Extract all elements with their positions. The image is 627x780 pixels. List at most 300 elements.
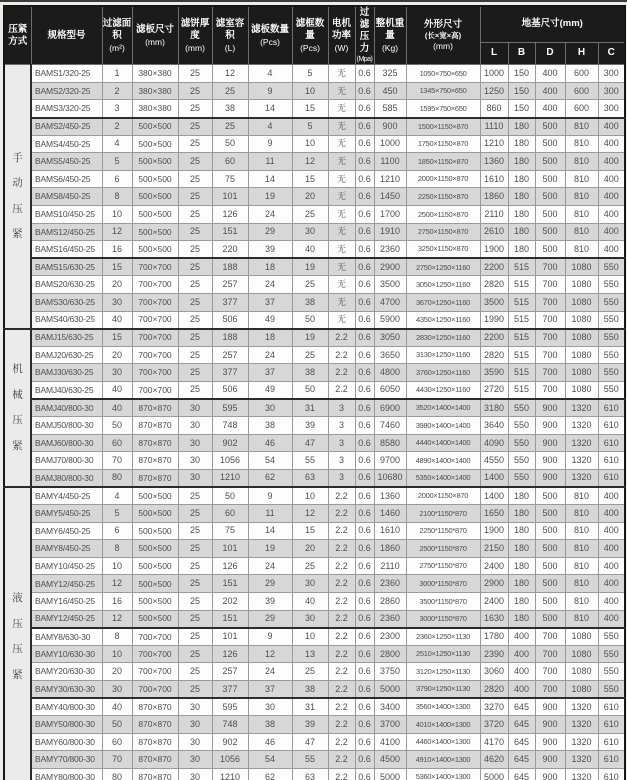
data-cell: 9 [248,487,292,505]
data-cell: 180 [508,170,535,188]
data-cell: 1850×1150×870 [406,153,480,171]
data-cell: 1610 [374,522,406,540]
data-cell: 3790×1250×1130 [406,681,480,699]
data-cell: 0.6 [355,469,374,487]
data-cell: 4550 [480,452,508,470]
data-cell: 2000×1150×870 [406,487,480,505]
data-cell: 101 [212,540,248,558]
data-cell: 19 [248,188,292,206]
data-cell: 810 [565,206,598,224]
table-row [4,505,625,523]
data-cell: 500×500 [132,118,178,136]
data-cell: 2390 [480,645,508,663]
data-cell: 2360 [374,241,406,259]
data-cell: 902 [212,733,248,751]
data-cell: 1080 [565,329,598,347]
model-cell: BAMY12/450-25 [31,610,102,628]
data-cell: 550 [598,663,625,681]
data-cell: 0.6 [355,346,374,364]
data-cell: 500×500 [132,188,178,206]
data-cell: 10 [292,487,328,505]
data-cell: 0.6 [355,258,374,276]
data-cell: 300 [598,82,625,100]
data-cell: 6 [102,522,132,540]
data-cell: 180 [508,241,535,259]
data-cell: 0.6 [355,769,374,780]
data-cell: 18 [248,329,292,347]
data-cell: 25 [178,223,212,241]
data-cell: 0.6 [355,223,374,241]
data-cell: 0.6 [355,293,374,311]
data-cell: 9 [248,628,292,646]
data-cell: 37 [248,364,292,382]
data-cell: 500×500 [132,610,178,628]
model-cell: BAMJ30/630-25 [31,364,102,382]
data-cell: 3060 [480,663,508,681]
data-cell: 25 [212,82,248,100]
data-cell: 500 [535,593,565,611]
data-cell: 810 [565,557,598,575]
data-cell: 2.2 [328,698,355,716]
data-cell: 2.2 [328,557,355,575]
model-cell: BAMS4/450-25 [31,135,102,153]
data-cell: 1345×750×650 [406,82,480,100]
data-cell: 810 [565,153,598,171]
data-cell: 30 [178,469,212,487]
table-row [4,311,625,329]
header-filter-area: 过滤面积 (m²) [102,6,132,65]
data-cell: 60 [102,733,132,751]
data-cell: 377 [212,364,248,382]
data-cell: 700×700 [132,364,178,382]
data-cell: 550 [508,469,535,487]
header-chamber-volume: 滤室容积 (L) [212,6,248,65]
data-cell: 151 [212,575,248,593]
data-cell: 39 [292,417,328,435]
data-cell: 400 [598,540,625,558]
press-mode-vertical-text: 手 动 压 紧 [12,151,23,241]
data-cell: 2.2 [328,681,355,699]
data-cell: 3000*1150*870 [406,575,480,593]
model-cell: BAMJ60/800-30 [31,434,102,452]
table-row [4,557,625,575]
data-cell: 151 [212,610,248,628]
data-cell: 3700 [374,716,406,734]
data-cell: 500×500 [132,241,178,259]
data-cell: 25 [178,206,212,224]
data-cell: 3130×1250×1160 [406,346,480,364]
data-cell: 400 [598,610,625,628]
data-cell: 500 [535,540,565,558]
data-cell: 5 [102,505,132,523]
data-cell: 11 [248,153,292,171]
data-cell: 645 [508,698,535,716]
data-cell: 3 [328,469,355,487]
data-cell: 30 [178,434,212,452]
data-cell: 3520×1400×1400 [406,399,480,417]
data-cell: 500 [535,188,565,206]
data-cell: 3760×1250×1160 [406,364,480,382]
data-cell: 25 [212,118,248,136]
table-row [4,118,625,136]
data-cell: 12 [102,610,132,628]
data-cell: 902 [212,434,248,452]
data-cell: 31 [292,399,328,417]
data-cell: 400 [598,223,625,241]
data-cell: 1500×1150×870 [406,118,480,136]
data-cell: 37 [248,293,292,311]
data-cell: 377 [212,681,248,699]
data-cell: 9 [248,135,292,153]
table-row [4,575,625,593]
data-cell: 150 [508,82,535,100]
data-cell: 810 [565,188,598,206]
data-cell: 1250 [480,82,508,100]
data-cell: 870×870 [132,751,178,769]
data-cell: 700×700 [132,276,178,294]
data-cell: 2360 [374,575,406,593]
data-cell: 1900 [480,522,508,540]
table-row [4,610,625,628]
data-cell: 1650 [480,505,508,523]
data-cell: 500×500 [132,522,178,540]
data-cell: 870×870 [132,698,178,716]
data-cell: 2 [102,82,132,100]
data-cell: 0.6 [355,716,374,734]
data-cell: 500 [535,557,565,575]
data-cell: 46 [248,733,292,751]
data-cell: 0.6 [355,733,374,751]
data-cell: 900 [535,417,565,435]
data-cell: 180 [508,557,535,575]
data-cell: 3 [328,452,355,470]
data-cell: 4090 [480,434,508,452]
table-row [4,417,625,435]
data-cell: 31 [292,698,328,716]
data-cell: 595 [212,399,248,417]
data-cell: 40 [292,241,328,259]
data-cell: 10 [292,135,328,153]
model-cell: BAMS20/630-25 [31,276,102,294]
header-plate-qty: 滤板数量 (Pcs) [248,6,292,65]
data-cell: 500 [535,487,565,505]
data-cell: 2.2 [328,540,355,558]
data-cell: 810 [565,223,598,241]
data-cell: 1 [102,65,132,83]
table-row [4,206,625,224]
data-cell: 24 [248,663,292,681]
data-cell: 11 [248,505,292,523]
data-cell: 1210 [480,135,508,153]
data-cell: 550 [508,399,535,417]
data-cell: 202 [212,593,248,611]
data-cell: 870×870 [132,434,178,452]
data-cell: 25 [178,381,212,399]
data-cell: 3500*1150*870 [406,593,480,611]
data-cell: 12 [212,65,248,83]
data-cell: 0.6 [355,206,374,224]
data-cell: 700 [535,645,565,663]
table-row [4,258,625,276]
data-cell: 188 [212,258,248,276]
data-cell: 810 [565,170,598,188]
data-cell: 748 [212,417,248,435]
table-row [4,733,625,751]
data-cell: 0.6 [355,399,374,417]
data-cell: 500 [535,505,565,523]
data-cell: 400 [598,206,625,224]
data-cell: 700 [535,293,565,311]
data-cell: 1210 [212,769,248,780]
data-cell: 1910 [374,223,406,241]
data-cell: 2400 [480,593,508,611]
data-cell: 870×870 [132,417,178,435]
data-cell: 595 [212,698,248,716]
data-cell: 50 [102,716,132,734]
press-mode-group-label [4,65,31,329]
model-cell: BAMS3/320-25 [31,100,102,118]
data-cell: 25 [178,188,212,206]
data-cell: 500 [535,170,565,188]
data-cell: 2610 [480,223,508,241]
data-cell: 515 [508,311,535,329]
data-cell: 810 [565,575,598,593]
data-cell: 25 [178,593,212,611]
data-cell: 0.6 [355,329,374,347]
data-cell: 1630 [480,610,508,628]
table-row [4,434,625,452]
header-foundation-C: C [598,42,625,64]
data-cell: 400 [508,628,535,646]
table-row [4,223,625,241]
data-cell: 500 [535,118,565,136]
data-cell: 2.2 [328,733,355,751]
data-cell: 1400 [480,469,508,487]
model-cell: BAMS8/450-25 [31,188,102,206]
data-cell: 0.6 [355,100,374,118]
data-cell: 40 [102,311,132,329]
data-cell: 180 [508,153,535,171]
data-cell: 870×870 [132,769,178,780]
data-cell: 6900 [374,399,406,417]
model-cell: BAMY8/450-25 [31,540,102,558]
data-cell: 0.6 [355,65,374,83]
data-cell: 0.6 [355,663,374,681]
data-cell: 80 [102,469,132,487]
header-machine-weight: 整机重量 (Kg) [374,6,406,65]
table-row [4,82,625,100]
data-cell: 810 [565,593,598,611]
data-cell: 10 [292,628,328,646]
data-cell: 2820 [480,276,508,294]
data-cell: 1595×750×650 [406,100,480,118]
data-cell: 400 [598,135,625,153]
data-cell: 1210 [212,469,248,487]
data-cell: 0.6 [355,505,374,523]
data-cell: 400 [535,100,565,118]
data-cell: 0.6 [355,645,374,663]
data-cell: 25 [292,276,328,294]
model-cell: BAMY50/800-30 [31,716,102,734]
data-cell: 2.2 [328,610,355,628]
data-cell: 0.6 [355,698,374,716]
data-cell: 50 [292,311,328,329]
data-cell: 2510×1250×1130 [406,645,480,663]
data-cell: 13 [292,645,328,663]
table-row [4,346,625,364]
table-row [4,241,625,259]
data-cell: 12 [248,645,292,663]
data-cell: 870×870 [132,733,178,751]
data-cell: 2.2 [328,522,355,540]
table-row [4,364,625,382]
data-cell: 400 [535,65,565,83]
table-row [4,751,625,769]
data-cell: 2.2 [328,505,355,523]
data-cell: 62 [248,769,292,780]
table-row [4,153,625,171]
data-cell: 24 [248,206,292,224]
data-cell: 12 [102,223,132,241]
data-cell: 9 [248,82,292,100]
data-cell: 75 [212,522,248,540]
table-row [4,487,625,505]
data-cell: 3670×1250×1160 [406,293,480,311]
header-foundation-B: B [508,42,535,64]
data-cell: 无 [328,170,355,188]
data-cell: 126 [212,645,248,663]
data-cell: 无 [328,82,355,100]
data-cell: 2860 [374,593,406,611]
data-cell: 5900 [374,311,406,329]
data-cell: 4430×1250×1160 [406,381,480,399]
data-cell: 2820 [480,681,508,699]
table-row [4,593,625,611]
data-cell: 610 [598,769,625,780]
data-cell: 700 [535,628,565,646]
data-cell: 40 [102,381,132,399]
data-cell: 25 [178,65,212,83]
model-cell: BAMS5/450-25 [31,153,102,171]
data-cell: 150 [508,65,535,83]
data-cell: 300 [598,100,625,118]
model-cell: BAMY10/630-30 [31,645,102,663]
data-cell: 80 [102,769,132,780]
data-cell: 600 [565,65,598,83]
data-cell: 2800 [374,645,406,663]
data-cell: 2110 [374,557,406,575]
data-cell: 101 [212,188,248,206]
data-cell: 1080 [565,276,598,294]
data-cell: 54 [248,452,292,470]
model-cell: BAMY20/630-30 [31,663,102,681]
data-cell: 20 [292,540,328,558]
data-cell: 0.6 [355,751,374,769]
data-cell: 810 [565,118,598,136]
table-row [4,170,625,188]
data-cell: 无 [328,223,355,241]
data-cell: 2300 [374,628,406,646]
data-cell: 2400 [480,557,508,575]
data-cell: 3560×1400×1300 [406,698,480,716]
data-cell: 550 [508,417,535,435]
data-cell: 2.2 [328,346,355,364]
table-row [4,540,625,558]
data-cell: 300 [598,65,625,83]
model-cell: BAMS6/450-25 [31,170,102,188]
data-cell: 4500 [374,751,406,769]
data-cell: 515 [508,381,535,399]
data-cell: 700×700 [132,346,178,364]
data-cell: 无 [328,135,355,153]
data-cell: 60 [102,434,132,452]
table-row [4,628,625,646]
data-cell: 188 [212,329,248,347]
data-cell: 3720 [480,716,508,734]
data-cell: 2.2 [328,663,355,681]
data-cell: 500×500 [132,223,178,241]
data-cell: 2200 [480,258,508,276]
data-cell: 无 [328,153,355,171]
table-row [4,452,625,470]
data-cell: 1320 [565,399,598,417]
model-cell: BAMS16/450-25 [31,241,102,259]
data-cell: 500 [535,522,565,540]
data-cell: 400 [508,681,535,699]
data-cell: 500×500 [132,153,178,171]
data-cell: 29 [248,575,292,593]
data-cell: 3180 [480,399,508,417]
data-cell: 900 [535,434,565,452]
model-cell: BAMY16/450-25 [31,593,102,611]
data-cell: 645 [508,769,535,780]
data-cell: 700 [535,663,565,681]
data-cell: 700 [535,346,565,364]
data-cell: 500 [535,135,565,153]
data-cell: 515 [508,293,535,311]
data-cell: 400 [598,575,625,593]
data-cell: 47 [292,733,328,751]
press-mode-vertical-text: 液 压 压 紧 [12,592,23,681]
data-cell: 3120×1250×1130 [406,663,480,681]
data-cell: 38 [292,681,328,699]
data-cell: 0.6 [355,593,374,611]
data-cell: 700×700 [132,329,178,347]
data-cell: 25 [178,135,212,153]
data-cell: 500×500 [132,206,178,224]
data-cell: 400 [535,82,565,100]
data-cell: 3050×1250×1160 [406,276,480,294]
model-cell: BAMY60/800-30 [31,733,102,751]
data-cell: 30 [178,452,212,470]
data-cell: 40 [292,593,328,611]
data-cell: 377 [212,293,248,311]
data-cell: 25 [178,522,212,540]
data-cell: 860 [480,100,508,118]
data-cell: 19 [292,329,328,347]
data-cell: 无 [328,276,355,294]
data-cell: 4 [102,487,132,505]
data-cell: 30 [178,769,212,780]
model-cell: BAMY40/800-30 [31,698,102,716]
data-cell: 16 [102,241,132,259]
data-cell: 600 [565,82,598,100]
data-cell: 2.2 [328,751,355,769]
data-cell: 3980×1400×1400 [406,417,480,435]
data-cell: 325 [374,65,406,83]
data-cell: 70 [102,751,132,769]
data-cell: 515 [508,364,535,382]
